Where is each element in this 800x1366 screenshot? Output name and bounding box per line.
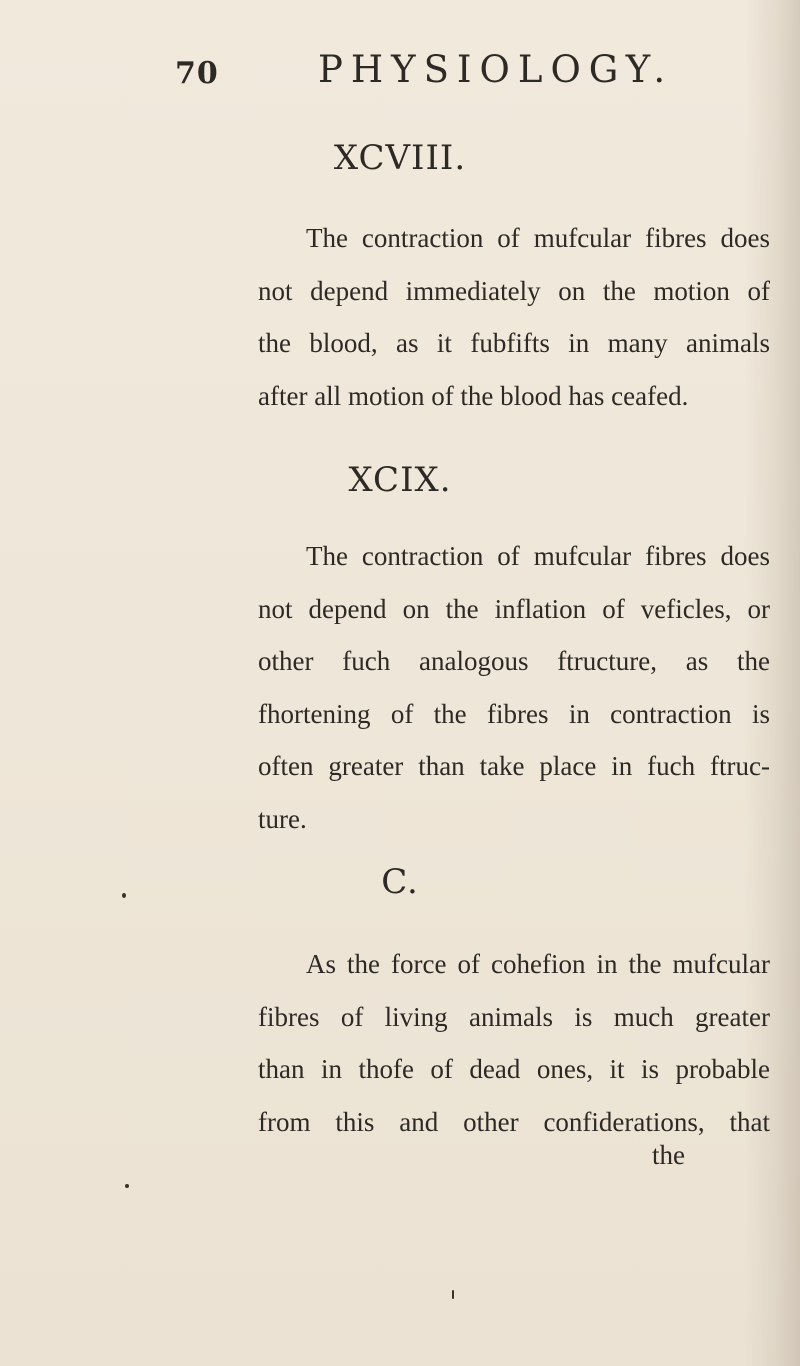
paragraph-xcviii: [258, 212, 770, 422]
text-line: after all motion of the blood has ceafed.: [258, 380, 689, 411]
text-line: not depend on the inflation of veficles, or: [258, 593, 770, 624]
paper-speck: [122, 893, 126, 898]
section-title-xcix: XCIX.: [348, 460, 452, 500]
text-line: the blood, as it fubfifts in many animals: [258, 328, 770, 358]
text-line: often greater than take place in fuch ftruc-: [258, 751, 770, 781]
page-header: [0, 48, 800, 98]
running-head: PHYSIOLOGY.: [318, 48, 674, 91]
text-line: fibres of living animals is much greater: [258, 1001, 770, 1032]
text-line: from this and other confiderations, that: [258, 1106, 770, 1137]
text-line: As the force of cohefion in the mufcular: [306, 949, 770, 979]
paragraph-c: [258, 938, 770, 1148]
catchword: the: [652, 1140, 685, 1170]
paragraph-xcix: [258, 530, 770, 845]
text-line: The contraction of mufcular fibres does: [306, 541, 770, 571]
text-line: fhortening of the fibres in contraction is: [258, 698, 770, 729]
text-line: than in thofe of dead ones, it is probable: [258, 1054, 770, 1084]
section-title-c: C.: [381, 862, 419, 902]
text-line: other fuch analogous ftructure, as the: [258, 646, 770, 676]
text-line: The contraction of mufcular fibres does: [306, 223, 770, 253]
paper-speck: [125, 1184, 129, 1188]
paper-speck: [452, 1290, 454, 1299]
section-title-xcviii: XCVIII.: [333, 138, 467, 178]
page-number: 70: [175, 56, 219, 91]
text-line: ture.: [258, 803, 307, 834]
text-line: not depend immediately on the motion of: [258, 275, 770, 306]
